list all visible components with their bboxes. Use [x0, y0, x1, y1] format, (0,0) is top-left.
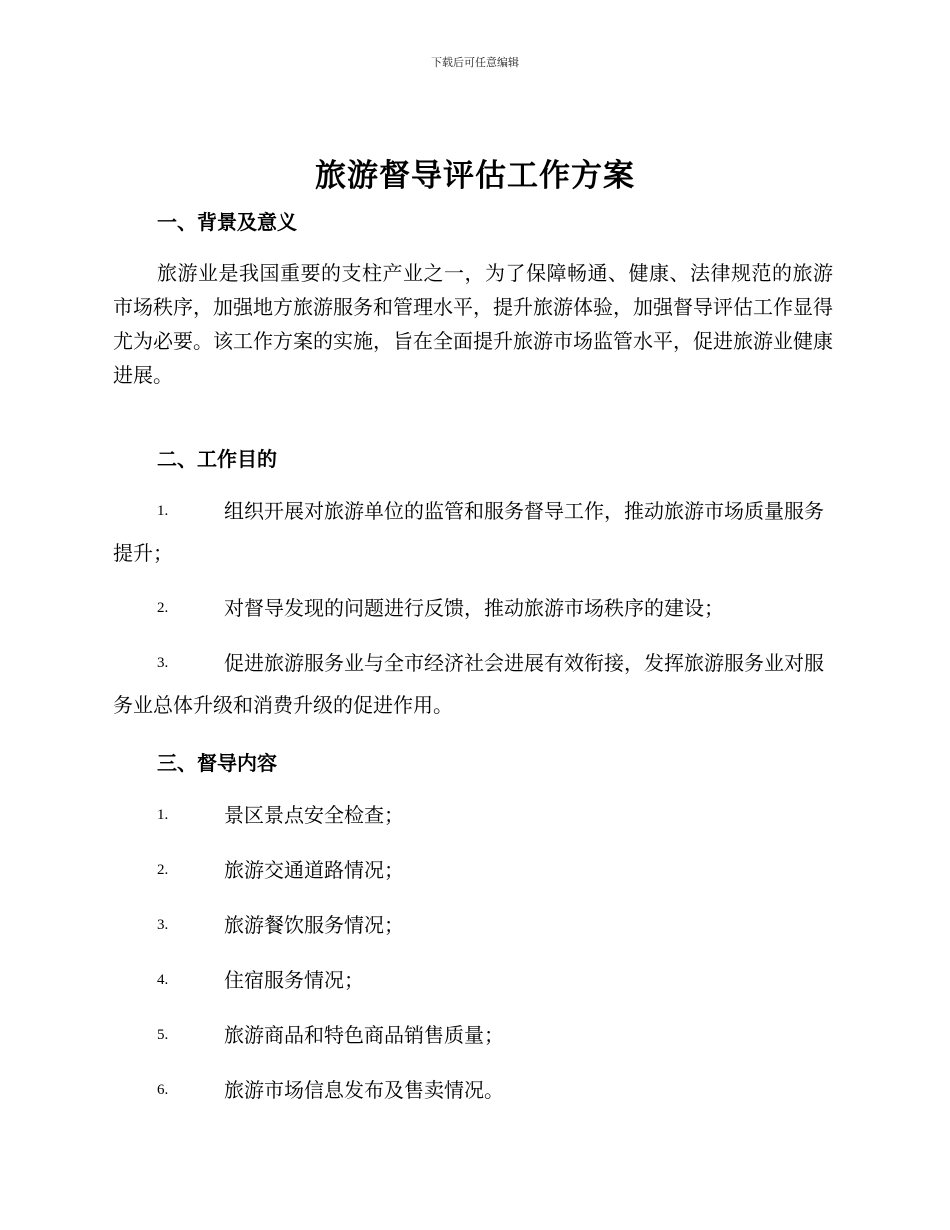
list-item-number: 1. [157, 503, 169, 519]
list-item [113, 490, 833, 574]
list-item-number: 2. [157, 862, 169, 878]
list-item [113, 642, 833, 726]
list-item-text: 旅游交通道路情况； [224, 858, 404, 882]
list-item-number: 5. [157, 1027, 169, 1043]
section-heading-goals: 二、工作目的 [157, 447, 277, 471]
list-item [113, 959, 833, 1001]
list-item-text: 旅游商品和特色商品销售质量； [224, 1023, 504, 1047]
header-note: 下载后可任意编辑 [431, 56, 519, 69]
list-item-text: 组织开展对旅游单位的监管和服务督导工作，推动旅游市场质量服务提升； [113, 499, 824, 565]
list-item-number: 4. [157, 972, 169, 988]
list-item-number: 1. [157, 807, 169, 823]
list-item [113, 587, 833, 629]
list-item [113, 1069, 833, 1111]
list-item [113, 904, 833, 946]
list-item-text: 旅游餐饮服务情况； [224, 913, 404, 937]
list-item-text: 住宿服务情况； [224, 968, 364, 992]
list-item-number: 3. [157, 917, 169, 933]
list-item [113, 1014, 833, 1056]
list-item-text: 景区景点安全检查； [224, 803, 404, 827]
list-item [113, 849, 833, 891]
list-item-text: 旅游市场信息发布及售卖情况。 [224, 1078, 504, 1102]
list-item-number: 2. [157, 600, 169, 616]
list-item [113, 794, 833, 836]
document-title: 旅游督导评估工作方案 [315, 158, 635, 194]
section-heading-background: 一、背景及意义 [157, 210, 297, 234]
section-heading-content: 三、督导内容 [157, 751, 277, 775]
list-item-number: 3. [157, 655, 169, 671]
section-paragraph-background: 旅游业是我国重要的支柱产业之一，为了保障畅通、健康、法律规范的旅游市场秩序，加强地方旅游服务和管理水平，提升旅游体验，加强督导评估工作显得尤为必要。该工作方案的实施，旨在全面提升旅游市场监管水平，促进旅游业健康进展。 [113, 261, 833, 387]
list-item-number: 6. [157, 1082, 169, 1098]
list-item-text: 对督导发现的问题进行反馈，推动旅游市场秩序的建设； [224, 596, 724, 620]
list-item-text: 促进旅游服务业与全市经济社会进展有效衔接，发挥旅游服务业对服务业总体升级和消费升级的促进作用。 [113, 651, 824, 717]
